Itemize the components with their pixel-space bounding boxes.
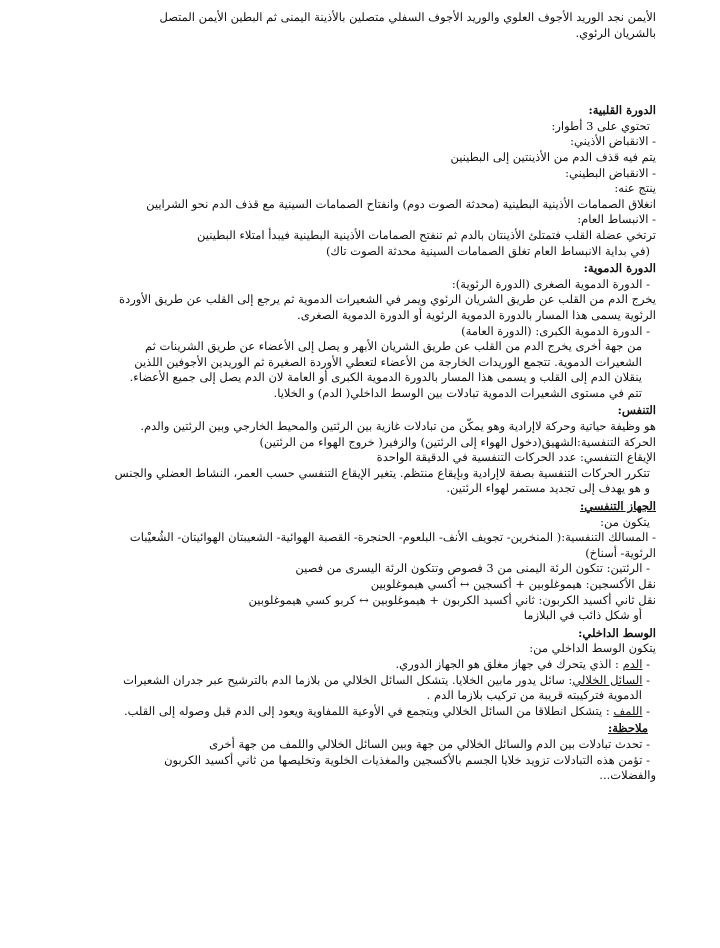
text-line: نقل ثاني أكسيد الكربون: ثاني أكسيد الكربون + هيموغلوبين ↔ كربو كسي هيموغلوبين xyxy=(248,592,656,607)
section-heading: الجهاز التنفسي: xyxy=(579,499,656,514)
note-line: والفضلات... xyxy=(599,768,656,783)
section-1 xyxy=(70,103,656,259)
text-line: - الدورة الدموية الصغرى (الدورة الرئوية): xyxy=(451,276,650,291)
text-line: يتكون من: xyxy=(600,514,650,529)
text-line: - الدم : الذي يتحرك في جهاز مغلق هو الجهاز الدوري. xyxy=(395,656,650,671)
text-line: الشعيرات الدموية. تتجمع الوريدات الخارجة من الأعضاء لتعطي الأوردة الصغيرة ثم الوريدين الأجوفين اللذين xyxy=(134,354,642,369)
section-5 xyxy=(70,626,656,720)
text-line: - السائل الخلالي: سائل يدور مابين الخلايا. يتشكل السائل الخلالي من بلازما الدم بالترشيح عبر جدران الشعيرات xyxy=(123,672,650,687)
text-line: أو شكل ذائب في البلازما xyxy=(523,608,642,623)
text-line: - الدورة الدموية الكبرى: (الدورة العامة) xyxy=(461,323,650,338)
term-label: السائل الخلالي xyxy=(572,672,643,687)
text-line: - الانبساط العام: xyxy=(577,212,656,227)
text-line: - المسالك التنفسية:( المنخرين- تجويف الأنف- البلعوم- الحنجرة- القصبة الهوائية- الشعيبتان الهوائيتان- الشُعيْبات xyxy=(129,530,656,545)
text-line: الإيقاع التنفسي: عدد الحركات التنفسية في الدقيقة الواحدة xyxy=(376,450,656,465)
blank-space xyxy=(70,41,656,101)
text-line: الحركة التنفسية:الشهيق(دخول الهواء إلى الرئتين) والزفير( خروج الهواء من الرئتين) xyxy=(259,434,656,449)
section-3 xyxy=(70,403,656,497)
text-line: و هو يهدف إلى تجديد مستمر لهواء الرئتين. xyxy=(446,481,650,496)
text-line: تحتوي على 3 أطوار: xyxy=(551,118,650,133)
section-heading: التنفس: xyxy=(617,403,656,418)
note-title: ملاحظة: xyxy=(608,721,648,736)
text-line: الدموية فتركيبته قريبة من تركيب بلازما الدم . xyxy=(426,688,642,703)
note-line: - تحدث تبادلات بين الدم والسائل الخلالي من جهة وبين السائل الخلالي واللمف من جهة أخرى xyxy=(209,736,650,751)
text-line: - الانقباض الأذيني: xyxy=(570,134,656,149)
intro-line: الأيمن نجد الوريد الأجوف العلوي والوريد الأجوف السفلي متصلين بالأذينة اليمنى ثم البطين الأيمن المتصل xyxy=(159,10,656,24)
text-line: تتم في مستوى الشعيرات الدموية تبادلات بين الوسط الداخلي( الدم) و الخلايا. xyxy=(273,385,642,400)
text-line: - اللمف : يتشكل انطلاقا من السائل الخلالي ويتجمع في الأوعية اللمفاوية ويعود إلى الدم قبل وصوله إلى القلب. xyxy=(123,703,650,718)
section-heading: الوسط الداخلي: xyxy=(578,625,656,640)
text-line: نقل الأكسجين: هيموغلوبين + أكسجين ↔ أكسي هيموغلوبين xyxy=(370,577,656,591)
text-line: يخرج الدم من القلب عن طريق الشريان الرئوي ويمر في الشعيرات الدموية ثم يرجع إلى القلب عن طريق الأوردة xyxy=(119,292,656,307)
note-section xyxy=(70,721,656,783)
text-line: - الانقباض البطيني: xyxy=(565,165,656,180)
content-sections xyxy=(70,103,656,719)
text-line: ترتخي عضلة القلب فتمتلئ الأذينتان بالدم ثم تنفتح الصمامات الأذينية البطينية فيبدأ امتلاء البطينين xyxy=(197,227,656,242)
text-line: - الرئتين: تتكون الرئة اليمنى من 3 فصوص وتتكون الرئة اليسرى من فصين xyxy=(295,561,650,576)
text-line: الرئوية يسمى هذا المسار بالدورة الدموية الرئوية أو الدورة الدموية الصغرى. xyxy=(297,307,656,322)
section-heading: الدورة الدموية: xyxy=(583,261,656,276)
section-4 xyxy=(70,499,656,624)
text-line: هو وظيفة حياتية وحركة لاإرادية وهو يمكّن من تبادلات غازية بين الرئتين والمحيط الخارجي وبين الرئتين والدم. xyxy=(140,419,656,434)
intro-paragraph xyxy=(70,10,656,41)
text-line: الرئوية- أسناخ) xyxy=(585,545,656,560)
text-line: يتم فيه قذف الدم من الأذينتين إلى البطينين xyxy=(450,149,656,164)
term-label: اللمف xyxy=(613,703,643,718)
text-line: تتكرر الحركات التنفسية بصفة لاإرادية وبإيقاع منتظم. يتغير الإيقاع التنفسي حسب العمر، النشاط العضلي والجنس xyxy=(114,465,650,480)
term-label: الدم xyxy=(622,656,643,671)
text-line: يتكون الوسط الداخلي من: xyxy=(529,641,656,656)
text-line: ينقلان الدم إلى القلب و يسمى هذا المسار بالدورة الدموية الكبرى أو العامة لان الدم يصل إلى جميع الأعضاء. xyxy=(129,370,642,385)
note-line: - تؤمن هذه التبادلات تزويد خلايا الجسم بالأكسجين والمغذيات الخلوية وتخليصها من ثاني أكسيد الكربون xyxy=(164,752,650,767)
text-line: من جهة أخرى يخرج الدم من القلب عن طريق الشريان الأبهر و يصل إلى الأعضاء عن طريق الشرينات ثم xyxy=(145,339,642,354)
section-2 xyxy=(70,261,656,401)
text-line: انغلاق الصمامات الأذينية البطينية (محدثة الصوت دوم) وانفتاح الصمامات السينية مع قذف الدم نحو الشرايين xyxy=(146,196,656,211)
intro-line: بالشريان الرئوي. xyxy=(575,25,656,40)
section-heading: الدورة القلبية: xyxy=(588,103,656,118)
text-line: (في بداية الانبساط العام تغلق الصمامات السينية محدثة الصوت تاك) xyxy=(325,243,650,258)
text-line: ينتج عنه: xyxy=(614,181,656,196)
